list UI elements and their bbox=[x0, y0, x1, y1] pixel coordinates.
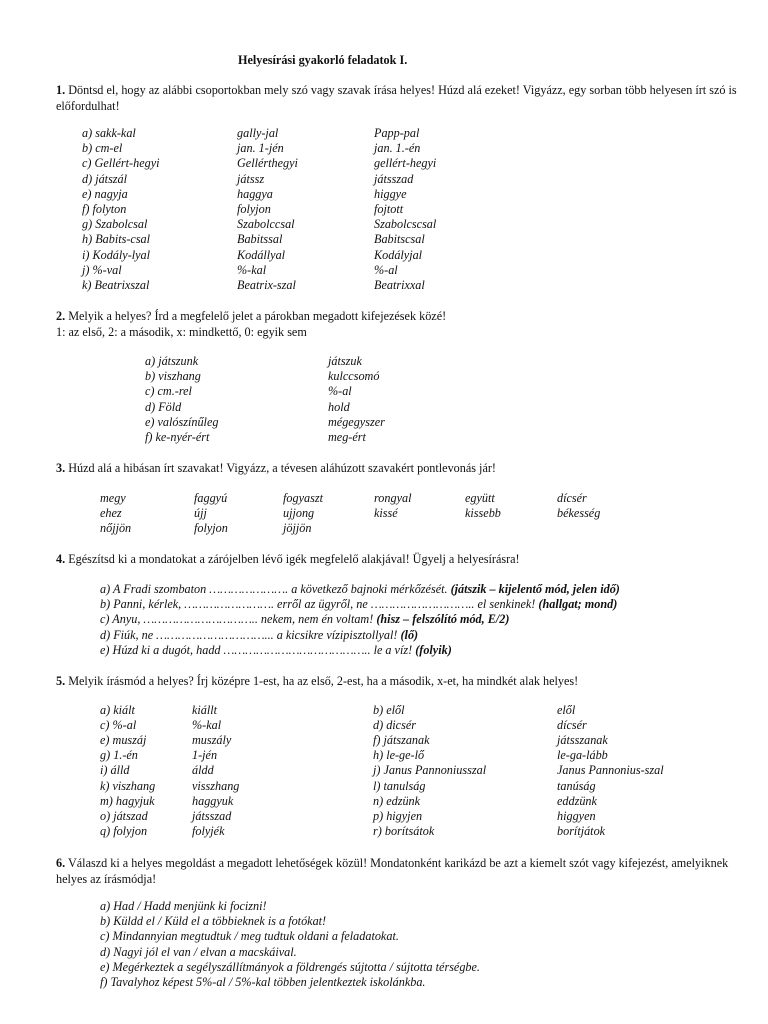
task-2-legend: 1: az első, 2: a második, x: mindkettő, 0: egyik sem bbox=[56, 325, 307, 339]
word-option: r) borítsátok bbox=[373, 823, 435, 838]
task-1-instruction bbox=[56, 82, 746, 114]
word-option: folyjék bbox=[192, 823, 225, 838]
word-item: ujjong bbox=[283, 506, 315, 520]
pair-option: c) cm.-rel bbox=[145, 384, 192, 399]
word-option: g) Szabolcsal bbox=[82, 217, 148, 232]
sentence-text: c) Anyu, ………………………….. nekem, nem én voltam! bbox=[100, 612, 377, 627]
word-option: n) edzünk bbox=[373, 793, 421, 808]
task-6-number: 6. bbox=[56, 856, 66, 870]
word-option: Kodállyal bbox=[237, 247, 286, 262]
word-option: játssz bbox=[237, 171, 265, 186]
verb-hint: (hallgat; mond) bbox=[538, 597, 618, 612]
pair-option: b) viszhang bbox=[145, 369, 201, 384]
word-item: jöjjön bbox=[283, 521, 312, 535]
word-option: a) kiált bbox=[100, 703, 135, 717]
task-4-text: Egészítsd ki a mondatokat a zárójelben lévő igék megfelelő alakjával! Ügyelj a helyesírásra! bbox=[68, 552, 520, 566]
word-option: c) %-al bbox=[100, 718, 137, 733]
word-option: h) Babits-csal bbox=[82, 232, 151, 247]
word-option: dícsér bbox=[557, 718, 587, 733]
task-2-text: Melyik a helyes? Írd a megfelelő jelet a párokban megadott kifejezések közé! bbox=[68, 309, 447, 323]
word-item: újj bbox=[194, 506, 207, 520]
verb-hint: (lő) bbox=[400, 627, 419, 642]
word-option: k) Beatrixszal bbox=[82, 278, 150, 292]
sentence-line bbox=[100, 612, 509, 627]
word-item: rongyal bbox=[374, 491, 412, 505]
sentence-text: e) Húzd ki a dugót, hadd ………………………………….. le a víz! bbox=[100, 642, 416, 657]
word-option: d) dicsér bbox=[373, 718, 416, 733]
pair-option: hold bbox=[328, 399, 350, 414]
word-option: q) folyjon bbox=[100, 823, 148, 838]
task-5-instruction bbox=[56, 673, 746, 689]
word-option: 1-jén bbox=[192, 748, 218, 763]
word-option: Beatrix-szal bbox=[237, 278, 296, 292]
word-option: l) tanulság bbox=[373, 778, 426, 793]
word-item: kissebb bbox=[465, 506, 501, 520]
word-option: jan. 1.-én bbox=[374, 141, 421, 156]
task-3-instruction bbox=[56, 460, 746, 476]
word-option: játsszanak bbox=[557, 733, 608, 748]
word-option: f) folyton bbox=[82, 202, 127, 216]
word-option: d) játszál bbox=[82, 171, 128, 186]
word-option: i) álld bbox=[100, 763, 130, 778]
sentence-line bbox=[100, 582, 620, 597]
word-item: kissé bbox=[374, 506, 398, 520]
word-option: Babitscsal bbox=[374, 232, 425, 247]
verb-hint: (hisz – felszólító mód, E/2) bbox=[376, 612, 510, 627]
word-option: h) le-ge-lő bbox=[373, 748, 425, 763]
word-option: borítjátok bbox=[557, 823, 606, 838]
word-option: elől bbox=[557, 703, 576, 717]
pair-option: a) játszunk bbox=[145, 354, 199, 368]
task-6-text: Válaszd ki a helyes megoldást a megadott lehetőségek közül! Mondatonként karikázd be azt a kiemelt szót vagy kifejezést, amelyiknek helyes az írásmódja! bbox=[56, 856, 729, 886]
word-option: Szabolccsal bbox=[237, 217, 295, 232]
word-option: b) cm-el bbox=[82, 141, 123, 156]
verb-hint: (folyik) bbox=[415, 642, 452, 657]
word-option: i) Kodály-lyal bbox=[82, 247, 151, 262]
task-4-instruction bbox=[56, 551, 746, 567]
word-item: ehez bbox=[100, 506, 122, 520]
sentence-line: e) Megérkeztek a segélyszállítmányok a földrengés sújtotta / sújtotta térségbe. bbox=[100, 959, 480, 974]
word-option: visszhang bbox=[192, 778, 240, 793]
word-option: %-kal bbox=[192, 718, 222, 733]
sentence-text: b) Panni, kérlek, ……………………. erről az ügyről, ne ……………………….. el senkinek! bbox=[100, 597, 539, 612]
word-option: o) játszad bbox=[100, 808, 148, 823]
word-option: folyjon bbox=[237, 202, 271, 216]
word-item: fogyaszt bbox=[283, 491, 323, 505]
word-option: áldd bbox=[192, 763, 214, 778]
pair-option: meg-ért bbox=[328, 430, 366, 444]
word-option: higgyen bbox=[557, 808, 596, 823]
document-title: Helyesírási gyakorló feladatok I. bbox=[238, 53, 408, 67]
word-option: le-ga-lább bbox=[557, 748, 608, 763]
verb-hint: (játszik – kijelentő mód, jelen idő) bbox=[450, 582, 620, 596]
word-option: gellért-hegyi bbox=[374, 156, 437, 171]
task-2-instruction bbox=[56, 308, 746, 340]
word-option: kiállt bbox=[192, 703, 218, 717]
word-item: együtt bbox=[465, 491, 495, 505]
word-option: fojtott bbox=[374, 202, 404, 216]
word-item: békesség bbox=[557, 506, 601, 520]
sentence-line: b) Küldd el / Küld el a többieknek is a fotókat! bbox=[100, 914, 327, 929]
pair-option: játszuk bbox=[328, 354, 362, 368]
pair-option: kulccsomó bbox=[328, 369, 380, 384]
word-option: Janus Pannonius-szal bbox=[557, 763, 664, 778]
task-5-number: 5. bbox=[56, 674, 66, 688]
word-option: Gellérthegyi bbox=[237, 156, 298, 171]
word-item: nőjjön bbox=[100, 521, 132, 535]
word-option: b) elől bbox=[373, 703, 405, 717]
word-option: e) muszáj bbox=[100, 733, 147, 748]
sentence-text: d) Fiúk, ne …………………………... a kicsikre vízipisztollyal! bbox=[100, 627, 401, 642]
word-option: eddzünk bbox=[557, 793, 597, 808]
word-option: jan. 1-jén bbox=[237, 141, 284, 156]
word-option: a) sakk-kal bbox=[82, 126, 136, 140]
word-option: g) 1.-én bbox=[100, 748, 138, 763]
word-option: Babitssal bbox=[237, 232, 283, 247]
word-option: játsszad bbox=[374, 171, 414, 186]
word-option: m) hagyjuk bbox=[100, 793, 155, 808]
word-option: Beatrixxal bbox=[374, 278, 425, 292]
task-1-number: 1. bbox=[56, 83, 66, 97]
word-option: Szabolcscsal bbox=[374, 217, 437, 232]
sentence-text: a) A Fradi szombaton …………………. a következő bajnoki mérkőzését. bbox=[100, 582, 451, 596]
task-1-text: Döntsd el, hogy az alábbi csoportokban mely szó vagy szavak írása helyes! Húzd alá ezeket! Vigyázz, egy sorban több helyesen írt szó is előfordulhat! bbox=[56, 83, 737, 113]
sentence-line: a) Had / Hadd menjünk ki focizni! bbox=[100, 899, 267, 913]
word-option: játsszad bbox=[192, 808, 232, 823]
word-item: faggyú bbox=[194, 491, 228, 505]
word-option: haggya bbox=[237, 186, 273, 201]
pair-option: d) Föld bbox=[145, 399, 182, 414]
word-option: Papp-pal bbox=[374, 126, 420, 140]
task-3-text: Húzd alá a hibásan írt szavakat! Vigyázz, a tévesen aláhúzott szavakért pontlevonás jár! bbox=[68, 461, 496, 475]
word-option: j) %-val bbox=[82, 262, 122, 277]
word-option: higgye bbox=[374, 186, 407, 201]
task-4-number: 4. bbox=[56, 552, 66, 566]
word-option: j) Janus Pannoniusszal bbox=[373, 763, 487, 778]
task-5-text: Melyik írásmód a helyes? Írj középre 1-est, ha az első, 2-est, ha a második, x-et, ha mindkét alak helyes! bbox=[68, 674, 579, 688]
pair-option: mégegyszer bbox=[328, 414, 385, 429]
word-option: c) Gellért-hegyi bbox=[82, 156, 160, 171]
pair-option: f) ke-nyér-ért bbox=[145, 430, 210, 444]
word-option: k) viszhang bbox=[100, 778, 156, 793]
word-option: p) higyjen bbox=[373, 808, 423, 823]
word-option: gally-jal bbox=[237, 126, 279, 140]
word-option: muszály bbox=[192, 733, 232, 748]
word-option: %-al bbox=[374, 262, 398, 277]
sentence-line bbox=[100, 597, 617, 612]
task-6-instruction bbox=[56, 855, 746, 887]
word-item: dícsér bbox=[557, 491, 587, 505]
pair-option: %-al bbox=[328, 384, 352, 399]
word-item: folyjon bbox=[194, 521, 228, 535]
task-3-number: 3. bbox=[56, 461, 66, 475]
sentence-line: d) Nagyi jól el van / elvan a macskáival. bbox=[100, 944, 297, 959]
pair-option: e) valószínűleg bbox=[145, 414, 219, 429]
sentence-line: c) Mindannyian megtudtuk / meg tudtuk oldani a feladatokat. bbox=[100, 929, 399, 944]
sentence-line bbox=[100, 628, 418, 643]
word-option: f) játszanak bbox=[373, 733, 430, 748]
sentence-line: f) Tavalyhoz képest 5%-al / 5%-kal többen jelentkeztek iskolánkba. bbox=[100, 975, 426, 989]
word-option: %-kal bbox=[237, 262, 267, 277]
task-2-number: 2. bbox=[56, 309, 66, 323]
word-option: e) nagyja bbox=[82, 186, 128, 201]
sentence-line bbox=[100, 643, 452, 658]
word-option: haggyuk bbox=[192, 793, 234, 808]
word-item: megy bbox=[100, 491, 126, 505]
word-option: Kodályjal bbox=[374, 247, 423, 262]
word-option: tanúság bbox=[557, 778, 596, 793]
